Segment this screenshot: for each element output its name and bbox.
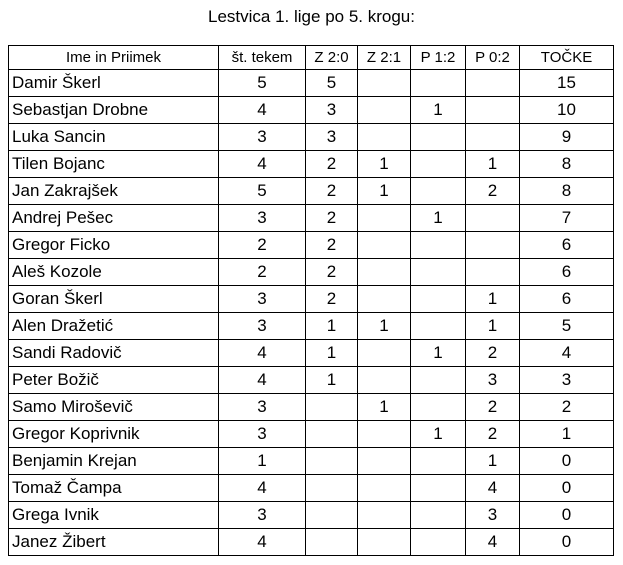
loss-1-2-cell: [411, 529, 466, 556]
player-name-cell: Peter Božič: [9, 367, 219, 394]
player-name-cell: Janez Žibert: [9, 529, 219, 556]
loss-1-2-cell: 1: [411, 421, 466, 448]
table-row: [9, 529, 614, 556]
table-row: [9, 448, 614, 475]
player-name-cell: Jan Zakrajšek: [9, 178, 219, 205]
win-2-0-cell: 5: [306, 70, 358, 97]
points-cell: 2: [520, 394, 614, 421]
points-cell: 1: [520, 421, 614, 448]
page-title: Lestvica 1. lige po 5. krogu:: [208, 7, 415, 26]
table-row: [9, 421, 614, 448]
loss-0-2-cell: 1: [466, 151, 520, 178]
win-2-1-cell: [358, 421, 411, 448]
loss-1-2-cell: [411, 502, 466, 529]
win-2-1-cell: [358, 232, 411, 259]
table-row: [9, 475, 614, 502]
table-row: [9, 205, 614, 232]
column-header-loss-1-2: P 1:2: [411, 46, 466, 70]
win-2-1-cell: [358, 529, 411, 556]
player-name-cell: Sandi Radovič: [9, 340, 219, 367]
points-cell: 0: [520, 475, 614, 502]
win-2-1-cell: [358, 340, 411, 367]
loss-1-2-cell: [411, 394, 466, 421]
loss-0-2-cell: 3: [466, 502, 520, 529]
win-2-0-cell: [306, 421, 358, 448]
loss-0-2-cell: 2: [466, 421, 520, 448]
win-2-1-cell: [358, 205, 411, 232]
loss-1-2-cell: [411, 259, 466, 286]
win-2-0-cell: [306, 475, 358, 502]
loss-0-2-cell: [466, 232, 520, 259]
win-2-1-cell: [358, 448, 411, 475]
loss-1-2-cell: [411, 232, 466, 259]
column-header-games: št. tekem: [219, 46, 306, 70]
win-2-1-cell: [358, 367, 411, 394]
points-cell: 3: [520, 367, 614, 394]
table-row: [9, 151, 614, 178]
games-played-cell: 3: [219, 313, 306, 340]
column-header-loss-0-2: P 0:2: [466, 46, 520, 70]
win-2-1-cell: [358, 70, 411, 97]
games-played-cell: 2: [219, 232, 306, 259]
win-2-0-cell: 2: [306, 259, 358, 286]
points-cell: 5: [520, 313, 614, 340]
loss-0-2-cell: 1: [466, 313, 520, 340]
player-name-cell: Aleš Kozole: [9, 259, 219, 286]
games-played-cell: 3: [219, 502, 306, 529]
win-2-0-cell: 1: [306, 340, 358, 367]
win-2-0-cell: 3: [306, 97, 358, 124]
player-name-cell: Alen Dražetić: [9, 313, 219, 340]
loss-0-2-cell: [466, 205, 520, 232]
table-row: [9, 313, 614, 340]
standings-table: [8, 45, 614, 556]
games-played-cell: 4: [219, 97, 306, 124]
points-cell: 0: [520, 502, 614, 529]
player-name-cell: Tomaž Čampa: [9, 475, 219, 502]
win-2-0-cell: 2: [306, 205, 358, 232]
games-played-cell: 3: [219, 394, 306, 421]
table-row: [9, 178, 614, 205]
table-row: [9, 124, 614, 151]
table-row: [9, 502, 614, 529]
win-2-1-cell: [358, 475, 411, 502]
win-2-0-cell: [306, 502, 358, 529]
loss-1-2-cell: [411, 151, 466, 178]
loss-1-2-cell: [411, 367, 466, 394]
table-row: [9, 259, 614, 286]
games-played-cell: 4: [219, 529, 306, 556]
win-2-0-cell: 3: [306, 124, 358, 151]
loss-1-2-cell: [411, 286, 466, 313]
loss-1-2-cell: [411, 178, 466, 205]
player-name-cell: Tilen Bojanc: [9, 151, 219, 178]
points-cell: 7: [520, 205, 614, 232]
win-2-1-cell: [358, 286, 411, 313]
games-played-cell: 4: [219, 340, 306, 367]
win-2-0-cell: [306, 448, 358, 475]
games-played-cell: 3: [219, 124, 306, 151]
loss-0-2-cell: [466, 97, 520, 124]
loss-0-2-cell: [466, 124, 520, 151]
column-header-points: TOČKE: [520, 46, 614, 70]
table-row: [9, 232, 614, 259]
loss-0-2-cell: 2: [466, 340, 520, 367]
loss-1-2-cell: [411, 313, 466, 340]
column-header-win-2-1: Z 2:1: [358, 46, 411, 70]
games-played-cell: 5: [219, 178, 306, 205]
table-row: [9, 97, 614, 124]
points-cell: 0: [520, 529, 614, 556]
player-name-cell: Gregor Koprivnik: [9, 421, 219, 448]
player-name-cell: Samo Miroševič: [9, 394, 219, 421]
games-played-cell: 3: [219, 286, 306, 313]
points-cell: 8: [520, 151, 614, 178]
points-cell: 15: [520, 70, 614, 97]
loss-0-2-cell: 2: [466, 178, 520, 205]
win-2-1-cell: 1: [358, 394, 411, 421]
games-played-cell: 3: [219, 205, 306, 232]
loss-0-2-cell: [466, 259, 520, 286]
games-played-cell: 3: [219, 421, 306, 448]
win-2-1-cell: 1: [358, 178, 411, 205]
games-played-cell: 4: [219, 367, 306, 394]
win-2-1-cell: [358, 124, 411, 151]
loss-0-2-cell: 4: [466, 529, 520, 556]
loss-1-2-cell: 1: [411, 97, 466, 124]
games-played-cell: 1: [219, 448, 306, 475]
points-cell: 6: [520, 259, 614, 286]
table-row: [9, 340, 614, 367]
table-row: [9, 70, 614, 97]
player-name-cell: Benjamin Krejan: [9, 448, 219, 475]
loss-0-2-cell: [466, 70, 520, 97]
loss-1-2-cell: [411, 475, 466, 502]
win-2-0-cell: 2: [306, 178, 358, 205]
table-row: [9, 394, 614, 421]
games-played-cell: 4: [219, 475, 306, 502]
player-name-cell: Sebastjan Drobne: [9, 97, 219, 124]
column-header-win-2-0: Z 2:0: [306, 46, 358, 70]
loss-0-2-cell: 1: [466, 286, 520, 313]
win-2-1-cell: 1: [358, 313, 411, 340]
win-2-0-cell: 1: [306, 313, 358, 340]
loss-1-2-cell: [411, 70, 466, 97]
win-2-1-cell: 1: [358, 151, 411, 178]
win-2-0-cell: [306, 529, 358, 556]
loss-1-2-cell: 1: [411, 205, 466, 232]
win-2-1-cell: [358, 97, 411, 124]
win-2-0-cell: 1: [306, 367, 358, 394]
games-played-cell: 5: [219, 70, 306, 97]
win-2-0-cell: 2: [306, 151, 358, 178]
player-name-cell: Andrej Pešec: [9, 205, 219, 232]
loss-1-2-cell: 1: [411, 340, 466, 367]
loss-1-2-cell: [411, 124, 466, 151]
player-name-cell: Gregor Ficko: [9, 232, 219, 259]
player-name-cell: Damir Škerl: [9, 70, 219, 97]
loss-0-2-cell: 1: [466, 448, 520, 475]
win-2-1-cell: [358, 502, 411, 529]
standings-body: [9, 70, 614, 556]
column-header-name: Ime in Priimek: [9, 46, 219, 70]
table-row: [9, 286, 614, 313]
table-row: [9, 367, 614, 394]
loss-0-2-cell: 3: [466, 367, 520, 394]
points-cell: 4: [520, 340, 614, 367]
win-2-0-cell: [306, 394, 358, 421]
games-played-cell: 4: [219, 151, 306, 178]
points-cell: 6: [520, 232, 614, 259]
loss-0-2-cell: 4: [466, 475, 520, 502]
games-played-cell: 2: [219, 259, 306, 286]
win-2-0-cell: 2: [306, 286, 358, 313]
points-cell: 6: [520, 286, 614, 313]
points-cell: 0: [520, 448, 614, 475]
table-header-row: [9, 46, 614, 70]
player-name-cell: Luka Sancin: [9, 124, 219, 151]
points-cell: 10: [520, 97, 614, 124]
player-name-cell: Goran Škerl: [9, 286, 219, 313]
loss-1-2-cell: [411, 448, 466, 475]
win-2-0-cell: 2: [306, 232, 358, 259]
points-cell: 9: [520, 124, 614, 151]
points-cell: 8: [520, 178, 614, 205]
loss-0-2-cell: 2: [466, 394, 520, 421]
player-name-cell: Grega Ivnik: [9, 502, 219, 529]
win-2-1-cell: [358, 259, 411, 286]
